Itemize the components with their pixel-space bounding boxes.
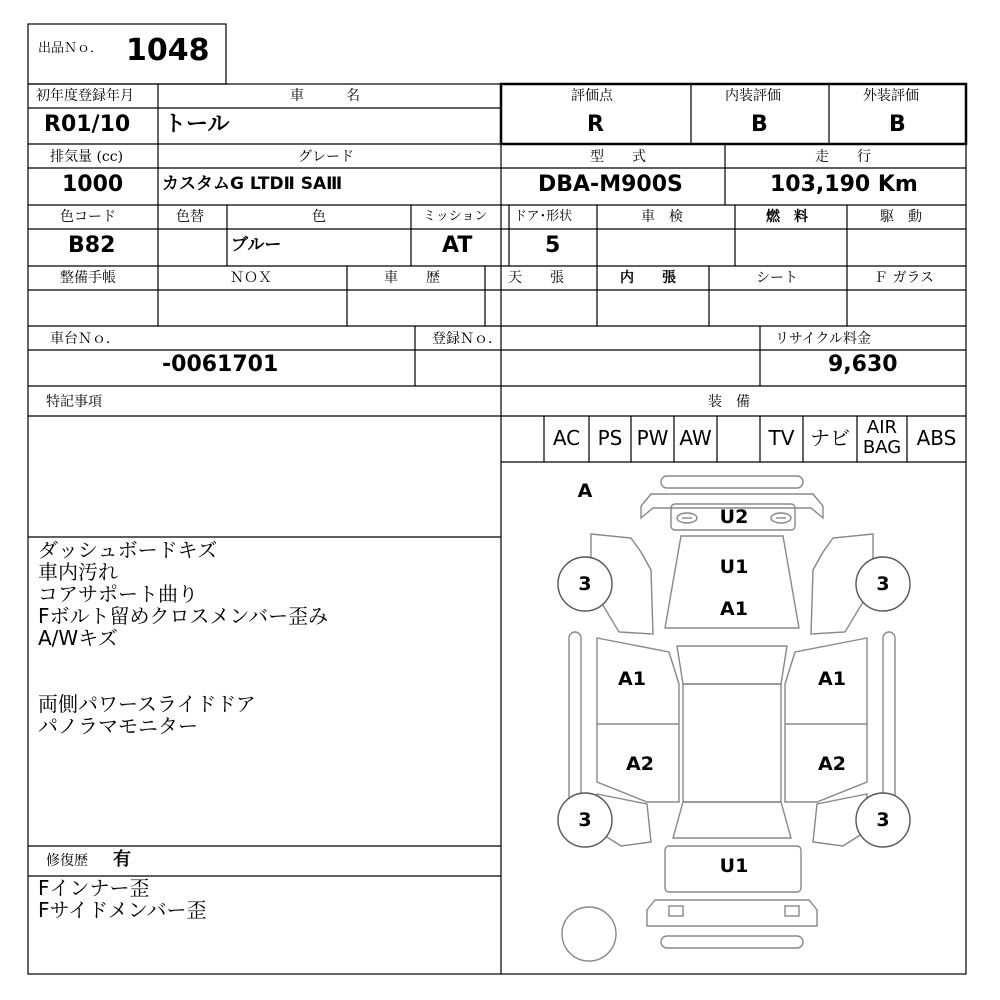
equip-airbag: AIR BAG xyxy=(862,417,902,458)
color-code-value: B82 xyxy=(68,233,116,258)
recycle-value: 9,630 xyxy=(828,352,898,377)
grade-value: カスタムG LTDⅡ SAⅢ xyxy=(162,174,343,194)
equip-ac: AC xyxy=(552,426,581,450)
mileage-label: 走 行 xyxy=(815,149,871,165)
equip-abs: ABS xyxy=(916,426,957,450)
equip-pw: PW xyxy=(636,426,669,450)
interior-value: B xyxy=(751,112,768,137)
equip-navi: ナビ xyxy=(810,426,850,450)
repaint-label: 色替 xyxy=(176,209,204,225)
reg-date-label: 初年度登録年月 xyxy=(36,88,134,104)
repair-value: 有 xyxy=(113,849,131,870)
recycle-label: リサイクル料金 xyxy=(775,331,872,347)
repair-label: 修復歴 xyxy=(46,853,88,869)
notes-label: 特記事項 xyxy=(46,394,102,410)
mission-label: ミッション xyxy=(423,209,488,224)
equip-tv: TV xyxy=(768,426,795,450)
car-name-label: 車 名 xyxy=(290,88,360,104)
equip-aw: AW xyxy=(679,426,712,450)
color-label: 色 xyxy=(312,209,326,225)
mark-a1-hood: A1 xyxy=(720,598,748,620)
mileage-value: 103,190 Km xyxy=(770,172,918,197)
color-value: ブルー xyxy=(231,235,282,255)
mark-tire-rear-right: 3 xyxy=(876,809,890,831)
displacement-label: 排気量 (cc) xyxy=(50,149,124,165)
maintenance-label: 整備手帳 xyxy=(60,270,116,286)
car-diagram xyxy=(501,462,966,974)
mark-tire-rear-left: 3 xyxy=(578,809,592,831)
history-label: 車 歴 xyxy=(384,270,440,286)
mark-u1-rear-gate: U1 xyxy=(719,855,749,877)
color-code-label: 色コード xyxy=(60,209,116,225)
roof-label: 天 張 xyxy=(508,270,564,286)
interior-label: 内装評価 xyxy=(725,88,781,104)
chassis-label: 車台Ｎｏ． xyxy=(50,331,120,347)
model-value: DBA-M900S xyxy=(538,172,683,197)
score-label: 評価点 xyxy=(571,88,613,104)
equipment-label: 装 備 xyxy=(708,394,750,410)
inner-lining-label: 内 張 xyxy=(620,270,676,286)
grade-label: グレード xyxy=(298,149,354,165)
lot-number: 1048 xyxy=(126,33,210,68)
mark-u1-hood: U1 xyxy=(719,556,749,578)
mark-a2-right-door: A2 xyxy=(818,753,846,775)
mark-a1-right-door: A1 xyxy=(818,668,846,690)
mark-a: A xyxy=(577,480,593,502)
equip-ps: PS xyxy=(597,426,623,450)
model-label: 型 式 xyxy=(590,149,646,165)
chassis-value: -0061701 xyxy=(162,352,279,377)
repair-text: Fインナー歪 Fサイドメンバー歪 xyxy=(38,876,207,922)
exterior-label: 外装評価 xyxy=(863,88,919,104)
car-name-value: トール xyxy=(164,112,230,137)
mark-tire-front-right: 3 xyxy=(876,573,890,595)
score-value: R xyxy=(587,112,604,137)
exterior-value: B xyxy=(889,112,906,137)
lot-label: 出品Ｎｏ． xyxy=(38,41,104,56)
mark-a1-left-door: A1 xyxy=(618,668,646,690)
reg-date-value: R01/10 xyxy=(44,112,131,137)
inspection-label: 車 検 xyxy=(641,209,683,225)
door-label: ドア･形状 xyxy=(514,209,573,224)
seat-label: シート xyxy=(756,270,798,286)
displacement-value: 1000 xyxy=(62,172,124,197)
mark-u2-grille: U2 xyxy=(719,506,749,528)
nox-label: ＮＯＸ xyxy=(230,270,272,286)
glass-label: Ｆ ガラス xyxy=(874,270,935,286)
mark-a2-left-door: A2 xyxy=(626,753,654,775)
regno-label: 登録Ｎｏ． xyxy=(432,331,502,347)
mission-value: AT xyxy=(442,233,473,258)
drive-label: 駆 動 xyxy=(880,209,922,225)
door-value: 5 xyxy=(545,233,561,258)
mark-tire-front-left: 3 xyxy=(578,573,592,595)
notes-text: ダッシュボードキズ 車内汚れ コアサポート曲り Fボルト留めクロスメンバー歪み A/Wキズ 両側パワースライドドア パノラマモニター xyxy=(38,538,329,738)
fuel-label: 燃 料 xyxy=(766,209,808,225)
